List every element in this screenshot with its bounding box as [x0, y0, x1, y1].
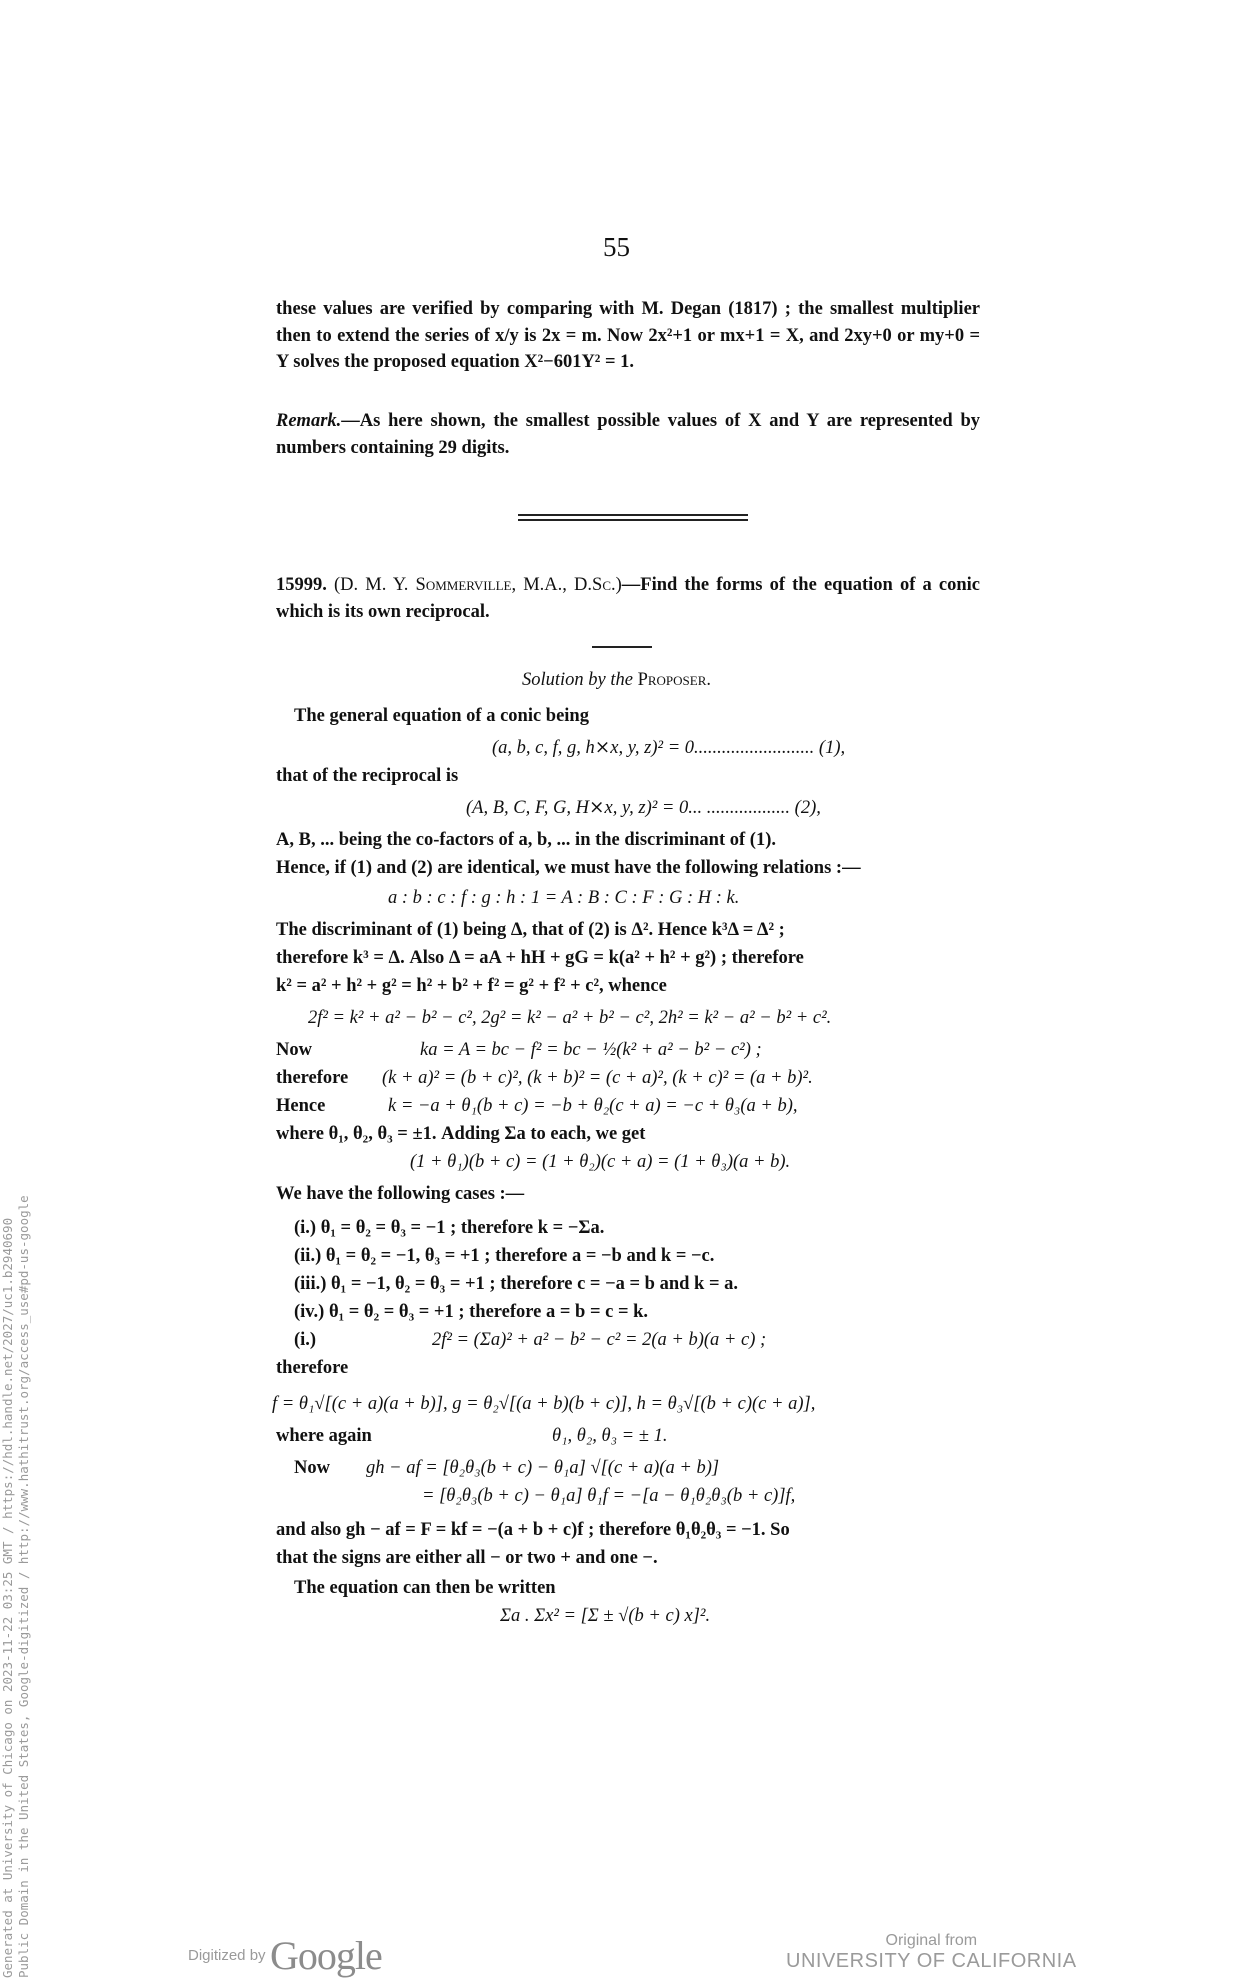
k-equation: k = −a + θ₁(b + c) = −b + θ₂(c + a) = −c + θ₃(a + b), — [388, 1096, 798, 1116]
squares-equation: 2f² = k² + a² − b² − c², 2g² = k² − a² + b² − c², 2h² = k² − a² − b² + c². — [308, 1008, 832, 1028]
remark-paragraph — [276, 408, 980, 461]
final-equation: Σa . Σx² = [Σ ± √(b + c) x]². — [500, 1606, 711, 1626]
solution-line: Now — [276, 1040, 312, 1060]
theta-equation: (1 + θ₁)(b + c) = (1 + θ₂)(c + a) = (1 + θ₃)(a + b). — [410, 1152, 791, 1172]
problem-author: (D. M. Y. Sommerville, M.A., D.Sc.) — [334, 575, 622, 595]
watermark-line-2: Public Domain in the United States, Google-digitized / http://www.hathitrust.org/access_use#pd-us-google — [16, 1195, 31, 1978]
problem-statement — [276, 572, 980, 625]
access-watermark — [0, 1195, 32, 1978]
solution-line: that the signs are either all − or two + and one −. — [276, 1548, 658, 1568]
case-one-equation: 2f² = (Σa)² + a² − b² − c² = 2(a + b)(a + c) ; — [432, 1330, 767, 1350]
solution-line: The general equation of a conic being — [294, 706, 589, 726]
solution-line: We have the following cases :— — [276, 1184, 525, 1204]
solution-line: and also gh − af = F = kf = −(a + b + c)f ; therefore θ₁θ₂θ₃ = −1. So — [276, 1520, 790, 1540]
solution-line: therefore k³ = Δ. Also Δ = aA + hH + gG = k(a² + h² + g²) ; therefore — [276, 948, 804, 968]
solution-line: that of the reciprocal is — [276, 766, 459, 786]
solution-heading-label: Solution by the — [521, 670, 633, 690]
case-item: (ii.) θ₁ = θ₂ = −1, θ₃ = +1 ; therefore a = −b and k = −c. — [294, 1246, 715, 1266]
original-from-footer — [786, 1932, 1077, 1973]
case-item: (iv.) θ₁ = θ₂ = θ₃ = +1 ; therefore a = b = c = k. — [294, 1302, 649, 1322]
square-relations: (k + a)² = (b + c)², (k + b)² = (c + a)², (k + c)² = (a + b)². — [382, 1068, 813, 1088]
original-from-label: Original from — [885, 1932, 978, 1949]
case-item: (iii.) θ₁ = −1, θ₂ = θ₃ = +1 ; therefore c = −a = b and k = a. — [294, 1274, 738, 1294]
intro-paragraph: these values are verified by comparing with M. Degan (1817) ; the smallest multiplier then to extend the series of x/y is 2x = m. Now 2x²+1 or mx+1 = X, and 2xy+0 or my+0 = Y solves the proposed equation X²−601Y² = 1. — [276, 299, 980, 372]
solution-line: k² = a² + h² + g² = h² + b² + f² = g² + f² + c², whence — [276, 976, 667, 996]
watermark-line-1: Generated at University of Chicago on 2023-11-22 03:25 GMT / https://hdl.handle.net/2027/uc1.b2940690 — [0, 1217, 15, 1978]
reciprocal-equation: (A, B, C, F, G, H⨯x, y, z)² = 0... .................. (2), — [466, 798, 821, 818]
solution-line: A, B, ... being the co-factors of a, b, ... in the discriminant of (1). — [276, 830, 776, 850]
gh-af-equation: gh − af = [θ₂θ₃(b + c) − θ₁a] √[(c + a)(a + b)] — [366, 1458, 720, 1478]
solution-divider — [592, 646, 652, 648]
solution-heading — [0, 668, 1233, 692]
ka-equation: ka = A = bc − f² = bc − ½(k² + a² − b² − c²) ; — [420, 1040, 762, 1060]
fgh-equation: f = θ₁√[(c + a)(a + b)], g = θ₂√[(a + b)(b + c)], h = θ₃√[(b + c)(c + a)], — [272, 1394, 816, 1414]
solution-line: where again — [276, 1426, 372, 1446]
solution-heading-name: Proposer. — [637, 670, 712, 690]
section-divider — [518, 514, 748, 521]
digitized-by-label: Digitized by — [188, 1947, 266, 1964]
university-name: UNIVERSITY OF CALIFORNIA — [786, 1950, 1077, 1972]
google-logo: Google — [270, 1933, 382, 1978]
solution-line: The equation can then be written — [294, 1578, 556, 1598]
remark-text: —As here shown, the smallest possible values of X and Y are represented by numbers containing 29 digits. — [276, 411, 980, 458]
digitized-by-footer — [188, 1932, 382, 1979]
conic-equation: (a, b, c, f, g, h⨯x, y, z)² = 0.......................... (1), — [492, 738, 846, 758]
case-label: (i.) — [294, 1330, 317, 1350]
remark-label: Remark. — [276, 411, 342, 431]
problem-text: —Find the forms of the equation of a conic which is its own reciprocal. — [276, 575, 980, 622]
solution-line: Now — [294, 1458, 330, 1478]
solution-line: therefore — [276, 1068, 349, 1088]
solution-line: Hence — [276, 1096, 326, 1116]
theta-values: θ₁, θ₂, θ₃ = ± 1. — [552, 1426, 668, 1446]
relations-equation: a : b : c : f : g : h : 1 = A : B : C : F : G : H : k. — [388, 888, 740, 908]
problem-number: 15999. — [276, 575, 327, 595]
page-number: 55 — [603, 232, 630, 262]
solution-line: Hence, if (1) and (2) are identical, we must have the following relations :— — [276, 858, 861, 878]
gh-af-continued: = [θ₂θ₃(b + c) − θ₁a] θ₁f = −[a − θ₁θ₂θ₃(b + c)]f, — [422, 1486, 796, 1506]
solution-line: where θ₁, θ₂, θ₃ = ±1. Adding Σa to each, we get — [276, 1124, 646, 1144]
case-item: (i.) θ₁ = θ₂ = θ₃ = −1 ; therefore k = −Σa. — [294, 1218, 605, 1238]
solution-line: therefore — [276, 1358, 349, 1378]
solution-line: The discriminant of (1) being Δ, that of (2) is Δ². Hence k³Δ = Δ² ; — [276, 920, 785, 940]
